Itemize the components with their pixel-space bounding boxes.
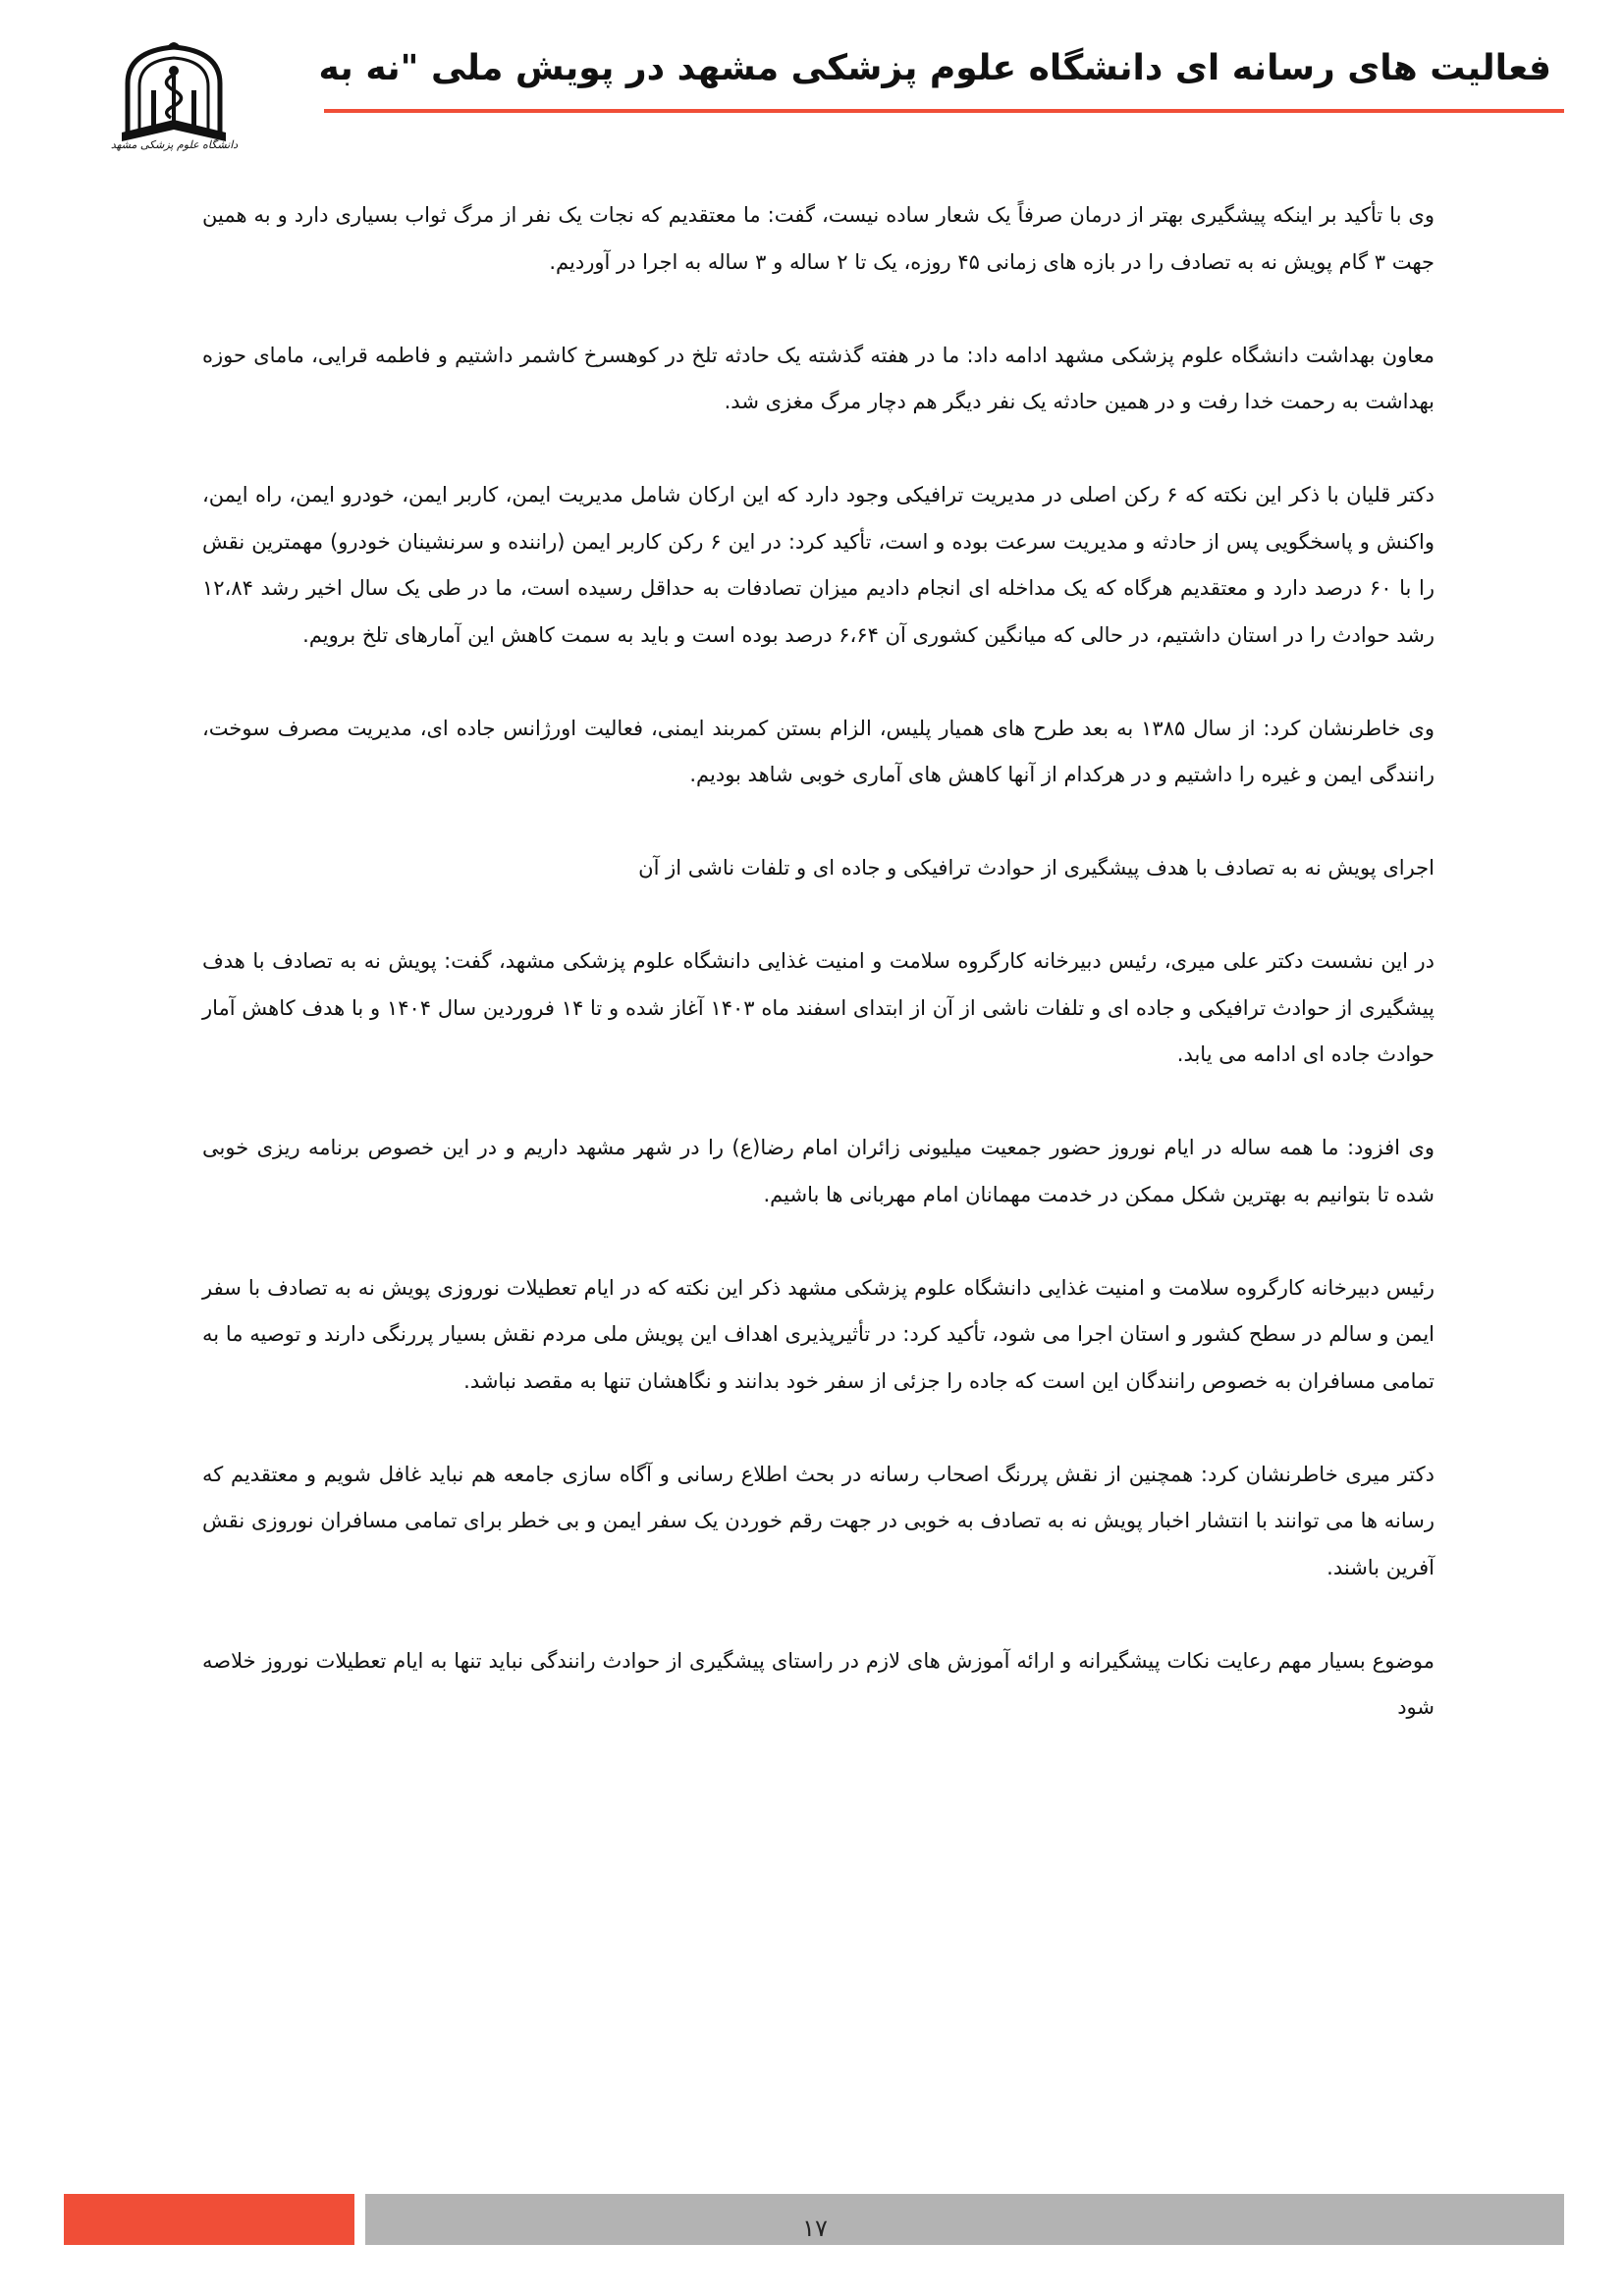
paragraph: رئیس دبیرخانه کارگروه سلامت و امنیت غذایی دانشگاه علوم پزشکی مشهد ذکر این نکته که در ایام تعطیلات نوروزی پویش نه به تصادف با سفر ایمن و سالم در سطح کشور و استان اجرا می شود، تأکید کرد: در تأثیرپذیری اهداف این پویش ملی مردم نقش بسیار پررنگی دارند و توصیه ما به تمامی مسافران به خصوص رانندگان این است که جاده را جزئی از سفر خود بدانند و نگاهشان تنها به مقصد نباشد.: [202, 1275, 1435, 1393]
paragraph: دکتر قلیان با ذکر این نکته که ۶ رکن اصلی در مدیریت ترافیکی وجود دارد که این ارکان شامل مدیریت ایمن، کاربر ایمن، خودرو ایمن، راه ایمن، واکنش و پاسخگویی پس از حادثه و مدیریت سرعت بوده و است، تأکید کرد: در این ۶ رکن کاربر ایمن (راننده و سرنشینان خودرو) مهمترین نقش را با ۶۰ درصد دارد و معتقدیم هرگاه که یک مداخله ای انجام دادیم میزان تصادفات به حداقل رسیده است، ما در طی یک سال اخیر رشد ۱۲،۸۴ رشد حوادث را در استان داشتیم، در حالی که میانگین کشوری آن ۶،۶۴ درصد بوده است و باید به سمت کاهش این آمارهای تلخ برویم.: [202, 483, 1435, 647]
paragraph: موضوع بسیار مهم رعایت نکات پیشگیرانه و ارائه آموزش های لازم در راستای پیشگیری از حوادث رانندگی نباید تنها به ایام تعطیلات نوروز خلاصه شود: [202, 1648, 1435, 1719]
paragraph: معاون بهداشت دانشگاه علوم پزشکی مشهد ادامه داد: ما در هفته گذشته یک حادثه تلخ در کوهسرخ کاشمر داشتیم و فاطمه قرایی، مامای حوزه بهداشت به رحمت خدا رفت و در همین حادثه یک نفر دیگر هم دچار مرگ مغزی شد.: [202, 343, 1435, 413]
footer-gray-bar: [365, 2194, 1564, 2245]
paragraph: دکتر میری خاطرنشان کرد: همچنین از نقش پررنگ اصحاب رسانه در بحث اطلاع رسانی و آگاه سازی جامعه هم نباید غافل شویم و معتقدیم که رسانه ها می توانند با انتشار اخبار پویش نه به تصادف به خوبی در جهت رقم خوردن یک سفر ایمن و بی خطر برای تمامی مسافران نوروزی نقش آفرین باشند.: [202, 1462, 1435, 1579]
section-heading: اجرای پویش نه به تصادف با هدف پیشگیری از حوادث ترافیکی و جاده ای و تلفات ناشی از آن: [638, 856, 1435, 880]
paragraph: وی با تأکید بر اینکه پیشگیری بهتر از درمان صرفاً یک شعار ساده نیست، گفت: ما معتقدیم که نجات یک نفر از مرگ ثواب بسیاری دارد و به همین جهت ۳ گام پویش نه به تصادف را در بازه های زمانی ۴۵ روزه، یک تا ۲ ساله و ۳ ساله به اجرا در آوردیم.: [202, 203, 1435, 274]
header-divider: [324, 109, 1564, 113]
article-body: [202, 192, 1435, 1732]
paragraph: وی خاطرنشان کرد: از سال ۱۳۸۵ به بعد طرح های همیار پلیس، الزام بستن کمربند ایمنی، فعالیت اورژانس جاده ای، مدیریت مصرف سوخت، رانندگی ایمن و غیره را داشتیم و در هرکدام از آنها کاهش های آماری خوبی شاهد بودیم.: [202, 716, 1435, 786]
logo-caption: دانشگاه علوم پزشکی مشهد: [110, 138, 239, 151]
paragraph: در این نشست دکتر علی میری، رئیس دبیرخانه کارگروه سلامت و امنیت غذایی دانشگاه علوم پزشکی مشهد، گفت: پویش نه به تصادف با هدف پیشگیری از حوادث ترافیکی و جاده ای و تلفات ناشی از آن از ابتدای اسفند ماه ۱۴۰۳ آغاز شده و تا ۱۴ فروردین سال ۱۴۰۴ و با هدف کاهش آمار حوادث جاده ای ادامه می یابد.: [202, 949, 1435, 1066]
paragraph: وی افزود: ما همه ساله در ایام نوروز حضور جمعیت میلیونی زائران امام رضا(ع) را در شهر مشهد داریم و در این خصوص برنامه ریزی خوبی شده تا بتوانیم به بهترین شکل ممکن در خدمت مهمانان امام مهربانی ها باشیم.: [202, 1136, 1435, 1206]
footer-red-bar: [64, 2194, 354, 2245]
page-header-title: فعالیت های رسانه ای دانشگاه علوم پزشکی مشهد در پویش ملی "نه به: [318, 48, 1551, 88]
page-number: ۱۷: [802, 2215, 828, 2242]
